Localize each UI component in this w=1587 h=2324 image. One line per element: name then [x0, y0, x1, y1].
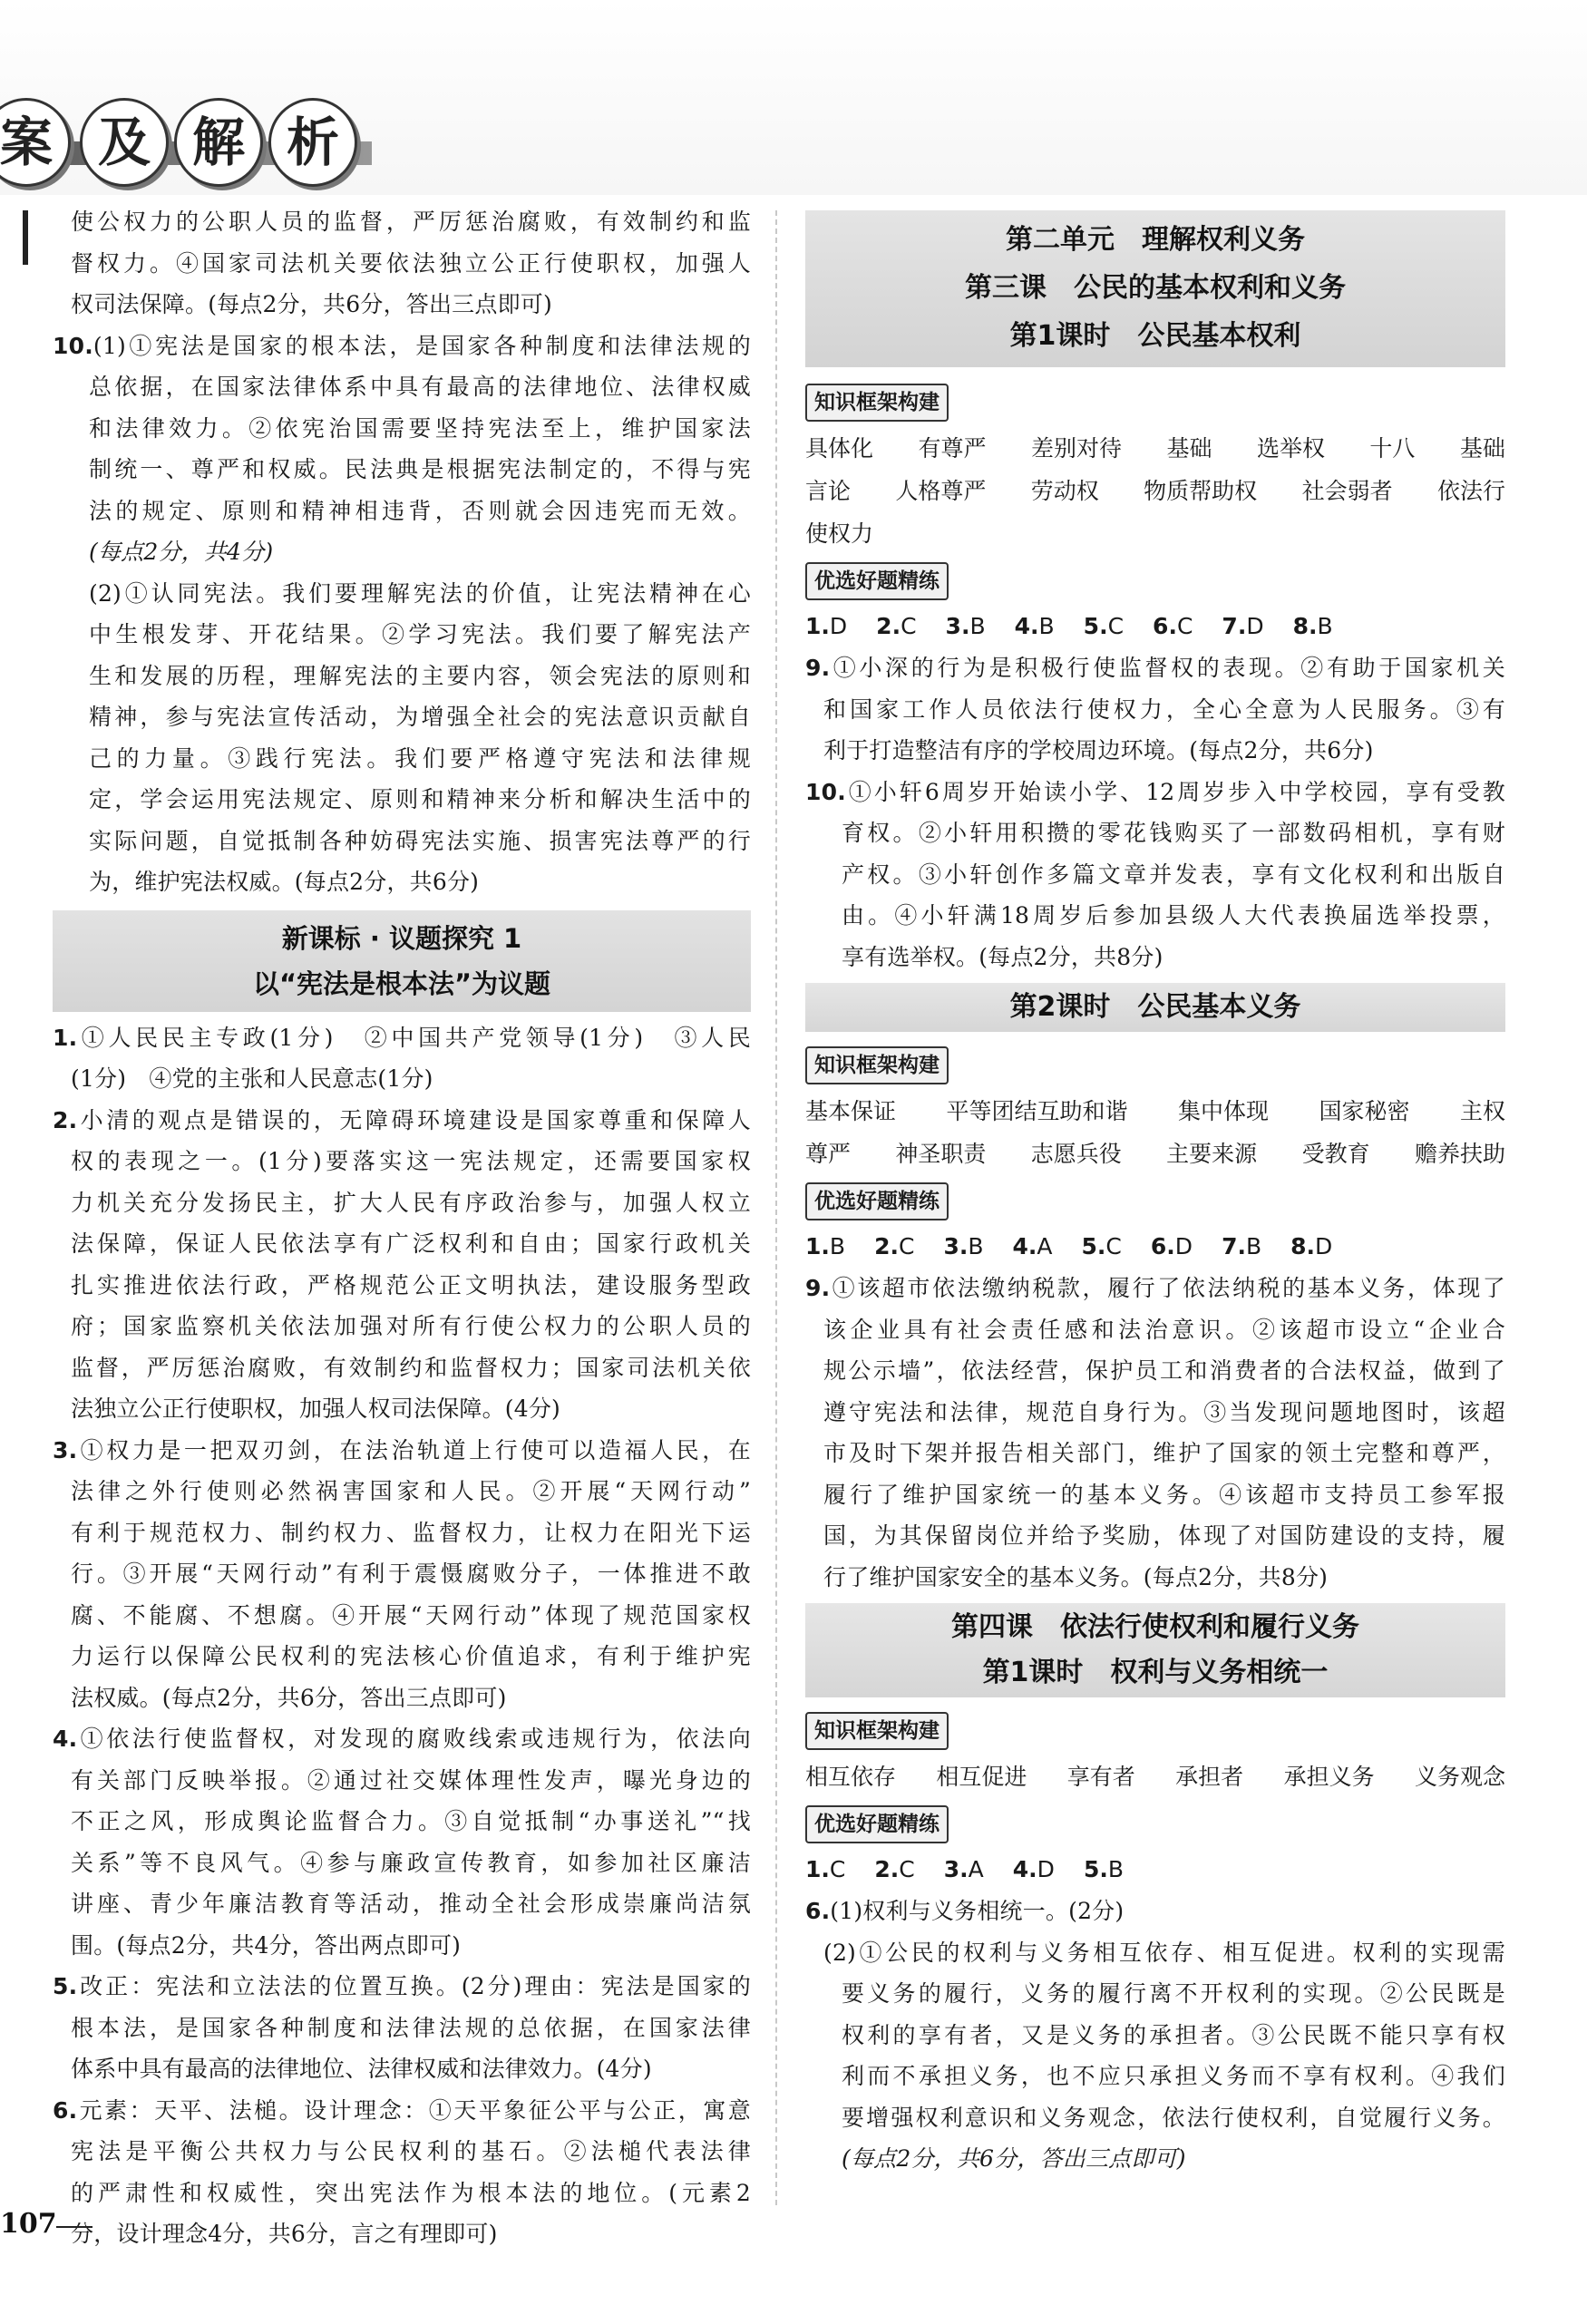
column-divider: [775, 210, 777, 2205]
keyword: 受教育: [1301, 1141, 1370, 1167]
text-line: 力运行以保障公民权利的宪法核心价值追求，有利于维护宪: [71, 1643, 751, 1669]
choice-answer: 6.C: [1153, 613, 1193, 639]
text-line: [805, 772, 1505, 813]
choice-answers: [805, 606, 1505, 647]
text-line: 享有选举权。(每点2分，共8分): [842, 943, 1163, 970]
period-title: 第1课时 公民基本权利: [1009, 320, 1301, 352]
text-line: 己的力量。③践行宪法。我们要严格遵守宪法和法律规: [89, 744, 751, 772]
text-line: 生和发展的历程，理解宪法的主要内容，领会宪法的原则和: [89, 662, 751, 689]
text-line: 利而不承担义务，也不应只承担义务而不享有权利。④我们: [842, 2063, 1505, 2089]
choice-answer: 3.B: [945, 613, 986, 639]
keyword: 承担义务: [1283, 1764, 1375, 1790]
text-line: (1分) ④党的主张和人民意志(1分): [71, 1065, 433, 1092]
choice-answers: [805, 1226, 1505, 1268]
answer-3: [53, 1430, 751, 1719]
text-line: 由。④小轩满18周岁后参加县级人大代表换届选举投票，: [842, 902, 1505, 929]
keyword: 志愿兵役: [1030, 1141, 1122, 1167]
item-number: 9.: [805, 655, 831, 681]
keyword: 选举权: [1256, 435, 1325, 462]
choice-answer: 4.A: [1012, 1233, 1053, 1259]
item-number: 6.: [53, 2096, 78, 2124]
text-line: (每点2分，共4分): [89, 539, 274, 565]
section-tag-practice: 优选好题精练: [805, 562, 949, 600]
text-line: 的严肃性和权威性，突出宪法作为根本法的地位。(元素2: [71, 2179, 751, 2206]
keyword: 使权力: [805, 520, 874, 547]
answer-6: [805, 1891, 1505, 2180]
choice-answer: 5.C: [1083, 613, 1125, 639]
text-line: 国，为其保留岗位并给予奖励，体现了对国防建设的支持，履: [823, 1522, 1505, 1549]
text-line: 腐、不能腐、不想腐。④开展“天网行动”体现了规范国家权: [71, 1601, 751, 1629]
lesson-title: 第四课 依法行使权利和履行义务: [951, 1611, 1359, 1643]
text-line: 扎实推进依法行政，严格规范公正文明执法，建设服务型政: [71, 1271, 751, 1298]
title-char: 及: [80, 98, 169, 187]
text-line: 行。③开展“天网行动”有利于震慑腐败分子，一体推进不敢: [71, 1561, 751, 1587]
keyword: 神圣职责: [895, 1141, 987, 1167]
page-number: 107: [0, 2208, 57, 2240]
topic-subtitle: 以“宪法是根本法”为议题: [252, 968, 551, 999]
text-line: 关系”等不良风气。④参与廉政宣传教育，如参加社区廉洁: [71, 1849, 751, 1876]
item-number: 2.: [53, 1106, 78, 1133]
text-line: 要增强权利意识和义务观念，依法行使权利，自觉履行义务。: [842, 2104, 1505, 2131]
text-line: ①该超市依法缴纳税款，履行了依法纳税的基本义务，体现了: [830, 1275, 1505, 1301]
text-line: 有关部门反映举报。②通过社交媒体理性发声，曝光身边的: [71, 1766, 751, 1794]
keyword: 承担者: [1175, 1764, 1244, 1790]
text-line: 精神，参与宪法宣传活动，为增强全社会的宪法意识贡献自: [89, 704, 751, 730]
text-line: 力机关充分发扬民主，扩大人民有序政治参与，加强人权立: [71, 1189, 751, 1216]
item-number: 10.: [53, 332, 93, 359]
choice-answer: 4.D: [1012, 1856, 1055, 1882]
choice-answer: 5.B: [1083, 1856, 1124, 1882]
keyword: 物质帮助权: [1144, 478, 1258, 504]
margin-mark: [23, 210, 28, 265]
answer-9: [805, 647, 1505, 772]
topic-title: 新课标 · 议题探究 1: [281, 922, 522, 954]
choice-answer: 5.C: [1081, 1233, 1122, 1259]
keyword: 劳动权: [1030, 478, 1099, 504]
keyword: 依法行: [1436, 478, 1505, 504]
text-line: 权的表现之一。(1分)要落实这一宪法规定，还需要国家权: [71, 1148, 751, 1174]
choice-answer: 7.B: [1222, 1233, 1262, 1259]
text-line: 育权。②小轩用积攒的零花钱购买了一部数码相机，享有财: [842, 820, 1505, 846]
section-tag-practice: 优选好题精练: [805, 1805, 949, 1843]
item-number: 4.: [53, 1726, 78, 1752]
keyword: 有尊严: [918, 435, 987, 462]
keyword: 相互促进: [936, 1764, 1027, 1790]
text-line: 中生根发芽、开花结果。②学习宪法。我们要了解宪法产: [89, 621, 751, 647]
keyword: 国家秘密: [1319, 1098, 1410, 1124]
choice-answer: 2.C: [874, 1856, 915, 1882]
text-line: ①权力是一把双刃剑，在法治轨道上行使可以造福人民，在: [77, 1436, 751, 1463]
text-line: 行了维护国家安全的基本义务。(每点2分，共8分): [823, 1563, 1329, 1590]
text-line: 实际问题，自觉抵制各种妨碍宪法实施、损害宪法尊严的行: [89, 827, 751, 854]
choice-answer: 7.D: [1222, 613, 1264, 639]
answer-10: [53, 326, 751, 903]
text-line: ①依法行使监督权，对发现的腐败线索或违规行为，依法向: [77, 1726, 751, 1752]
text-line: [53, 1966, 751, 2008]
title-char: 析: [268, 98, 357, 187]
answer-5: [53, 1966, 751, 2090]
keyword: 基础: [1166, 435, 1212, 462]
answer-1: [53, 1017, 751, 1100]
unit-title: 第二单元 理解权利义务: [1006, 224, 1305, 256]
keyword: 主要来源: [1166, 1141, 1258, 1167]
choice-answer: 6.D: [1150, 1233, 1193, 1259]
text-line: 要义务的履行，义务的履行离不开权利的实现。②公民既是: [842, 1980, 1505, 2007]
text-line: [805, 1268, 1505, 1309]
keyword: 基本保证: [805, 1098, 897, 1124]
text-line: [53, 1017, 751, 1059]
text-line: 规公示墙”，依法经营，保护员工和消费者的合法权益，做到了: [823, 1357, 1505, 1384]
text-line: [805, 1891, 1505, 1932]
item-number: 3.: [53, 1436, 78, 1463]
title-char: 解: [174, 98, 263, 187]
keyword: 言论: [805, 478, 852, 504]
item-number: 9.: [805, 1275, 831, 1301]
item-number: 6.: [805, 1898, 831, 1924]
section-tag-practice: 优选好题精练: [805, 1182, 949, 1220]
keyword-row: [805, 1133, 1505, 1175]
keyword: 集中体现: [1177, 1098, 1269, 1124]
text-line: 为，维护宪法权威。(每点2分，共6分): [89, 869, 480, 895]
text-line: 使公权力的公职人员的监督，严厉惩治腐败，有效制约和监: [71, 209, 751, 235]
text-line: ①小轩6周岁开始读小学、12周岁步入中学校园，享有受教: [845, 778, 1505, 805]
keyword: 十八: [1369, 435, 1416, 462]
keyword: 社会弱者: [1301, 478, 1393, 504]
text-line: 总依据，在国家法律体系中具有最高的法律地位、法律权威: [89, 374, 751, 400]
period-heading: 第2课时 公民基本义务: [805, 983, 1505, 1032]
section-tag-knowledge: 知识框架构建: [805, 1046, 949, 1084]
choice-answer: 8.B: [1292, 613, 1333, 639]
item-number: 1.: [53, 1024, 78, 1051]
text-line: 围。(每点2分，共4分，答出两点即可): [71, 1931, 462, 1959]
section-title: [0, 98, 390, 198]
text-line: 法独立公正行使职权，加强人权司法保障。(4分): [71, 1395, 561, 1422]
keyword: 相互依存: [805, 1764, 897, 1790]
keyword: 主权: [1459, 1098, 1505, 1124]
text-line: [53, 2090, 751, 2132]
text-line: ①人民民主专政(1分) ②中国共产党领导(1分) ③人民: [77, 1024, 751, 1051]
text-line: [53, 1718, 751, 1760]
keyword: 差别对待: [1030, 435, 1122, 462]
item-number: 5.: [53, 1973, 78, 1999]
keyword: 义务观念: [1414, 1764, 1505, 1790]
answer-2: [53, 1100, 751, 1430]
text-line: 法权威。(每点2分，共6分，答出三点即可): [71, 1684, 507, 1711]
text-line: 法律之外行使则必然祸害国家和人民。②开展“天网行动”: [71, 1478, 751, 1504]
keyword: 人格尊严: [895, 478, 987, 504]
text-line: 该企业具有社会责任感和法治意识。②该超市设立“企业合: [823, 1316, 1505, 1343]
keyword: 赡养扶助: [1414, 1141, 1505, 1167]
item-number: 10.: [805, 778, 846, 805]
text-line: (每点2分，共6分，答出三点即可): [842, 2145, 1186, 2172]
lesson-heading: [805, 1603, 1505, 1697]
text-line: 小清的观点是错误的，无障碍环境建设是国家尊重和保障人: [77, 1106, 751, 1133]
text-line: 产权。③小轩创作多篇文章并发表，享有文化权利和出版自: [842, 861, 1505, 888]
text-line: 宪法是平衡公共权力与公民权利的基石。②法槌代表法律: [71, 2138, 751, 2164]
page-number-dash: [56, 2226, 92, 2228]
lesson-title: 第三课 公民的基本权利和义务: [965, 272, 1346, 304]
text-line: 利于打造整洁有序的学校周边环境。(每点2分，共6分): [823, 737, 1374, 763]
keyword: 基础: [1459, 435, 1505, 462]
text-line: (2)①公民的权利与义务相互依存、相互促进。权利的实现需: [823, 1939, 1505, 1966]
text-line: 定，学会运用宪法规定、原则和精神来分析和解决生活中的: [89, 786, 751, 812]
text-line: 法的规定、原则和精神相违背，否则就会因违宪而无效。: [89, 497, 751, 524]
text-line: [805, 647, 1505, 689]
text-line: 法保障，保证人民依法享有广泛权利和自由；国家行政机关: [71, 1230, 751, 1257]
text-line: 监督，严厉惩治腐败，有效制约和监督权力；国家司法机关依: [71, 1354, 751, 1381]
answer-10: [805, 772, 1505, 978]
text-line: 和法律效力。②依宪治国需要坚持宪法至上，维护国家法: [89, 414, 751, 442]
text-line: 遵守宪法和法律，规范自身行为。③当发现问题地图时，该超: [823, 1398, 1505, 1425]
keyword: 尊严: [805, 1141, 852, 1167]
text-line: (1)①宪法是国家的根本法，是国家各种制度和法律法规的: [92, 332, 751, 359]
text-line: 制统一、尊严和权威。民法典是根据宪法制定的，不得与宪: [89, 456, 751, 482]
choice-answer: 4.B: [1014, 613, 1055, 639]
text-line: ①小深的行为是积极行使监督权的表现。②有助于国家机关: [830, 655, 1505, 681]
keyword-row: [805, 1755, 1505, 1798]
choice-answer: 1.B: [805, 1233, 846, 1259]
keyword-row: [805, 470, 1505, 512]
topic-heading: [53, 910, 751, 1012]
keyword-row: [805, 512, 1505, 555]
title-char: 案: [0, 98, 71, 187]
text-line: 督权力。④国家司法机关要依法独立公正行使职权，加强人: [71, 249, 751, 277]
choice-answer: 1.C: [805, 1856, 846, 1882]
section-tag-knowledge: 知识框架构建: [805, 1712, 949, 1750]
text-line: 分，设计理念4分，共6分，言之有理即可): [71, 2221, 498, 2247]
text-line: 元素：天平、法槌。设计理念：①天平象征公平与公正，寓意: [77, 2096, 751, 2124]
keyword: 具体化: [805, 435, 874, 462]
section-tag-knowledge: 知识框架构建: [805, 384, 949, 422]
keyword: 平等团结互助和谐: [946, 1098, 1128, 1124]
text-line: 市及时下架并报告相关部门，维护了国家的领土完整和尊严，: [823, 1440, 1505, 1466]
text-line: 府；国家监察机关依法加强对所有行使公权力的公职人员的: [71, 1313, 751, 1339]
text-line: (1)权利与义务相统一。(2分): [830, 1898, 1125, 1924]
keyword: 享有者: [1066, 1764, 1135, 1790]
left-column: [53, 201, 751, 2255]
right-column: [805, 210, 1505, 2180]
text-line: 根本法，是国家各种制度和法律法规的总依据，在国家法律: [71, 2014, 751, 2041]
choice-answer: 2.C: [876, 613, 917, 639]
text-line: [53, 326, 751, 367]
text-line: 讲座、青少年廉洁教育等活动，推动全社会形成崇廉尚洁氛: [71, 1891, 751, 1917]
text-line: 不正之风，形成舆论监督合力。③自觉抵制“办事送礼”“找: [71, 1808, 751, 1834]
text-line: 权利的享有者，又是义务的承担者。③公民既不能只享有权: [842, 2021, 1505, 2048]
choice-answer: 8.D: [1290, 1233, 1333, 1259]
text-line: [53, 1100, 751, 1142]
text-line: 改正：宪法和立法法的位置互换。(2分)理由：宪法是国家的: [77, 1973, 751, 1999]
choice-answer: 3.A: [943, 1856, 984, 1882]
choice-answer: 3.B: [943, 1233, 984, 1259]
choice-answer: 1.D: [805, 613, 848, 639]
keyword-row: [805, 1090, 1505, 1133]
keyword-row: [805, 427, 1505, 470]
answer-6: [53, 2090, 751, 2255]
text-line: 和国家工作人员依法行使权力，全心全意为人民服务。③有: [823, 695, 1505, 723]
answer-4: [53, 1718, 751, 1966]
text-line: 有利于规范权力、制约权力、监督权力，让权力在阳光下运: [71, 1519, 751, 1546]
text-line: [53, 1430, 751, 1472]
text-line: 履行了维护国家统一的基本义务。④该超市支持员工参军报: [823, 1481, 1505, 1508]
answer-9: [805, 1268, 1505, 1598]
period-title: 第1课时 权利与义务相统一: [982, 1657, 1329, 1688]
choice-answers: [805, 1849, 1505, 1891]
text-line: 体系中具有最高的法律地位、法律权威和法律效力。(4分): [71, 2056, 652, 2082]
text-line: 权司法保障。(每点2分，共6分，答出三点即可): [71, 291, 552, 317]
unit-heading: [805, 210, 1505, 367]
text-line: (2)①认同宪法。我们要理解宪法的价值，让宪法精神在心: [89, 579, 751, 607]
choice-answer: 2.C: [874, 1233, 915, 1259]
